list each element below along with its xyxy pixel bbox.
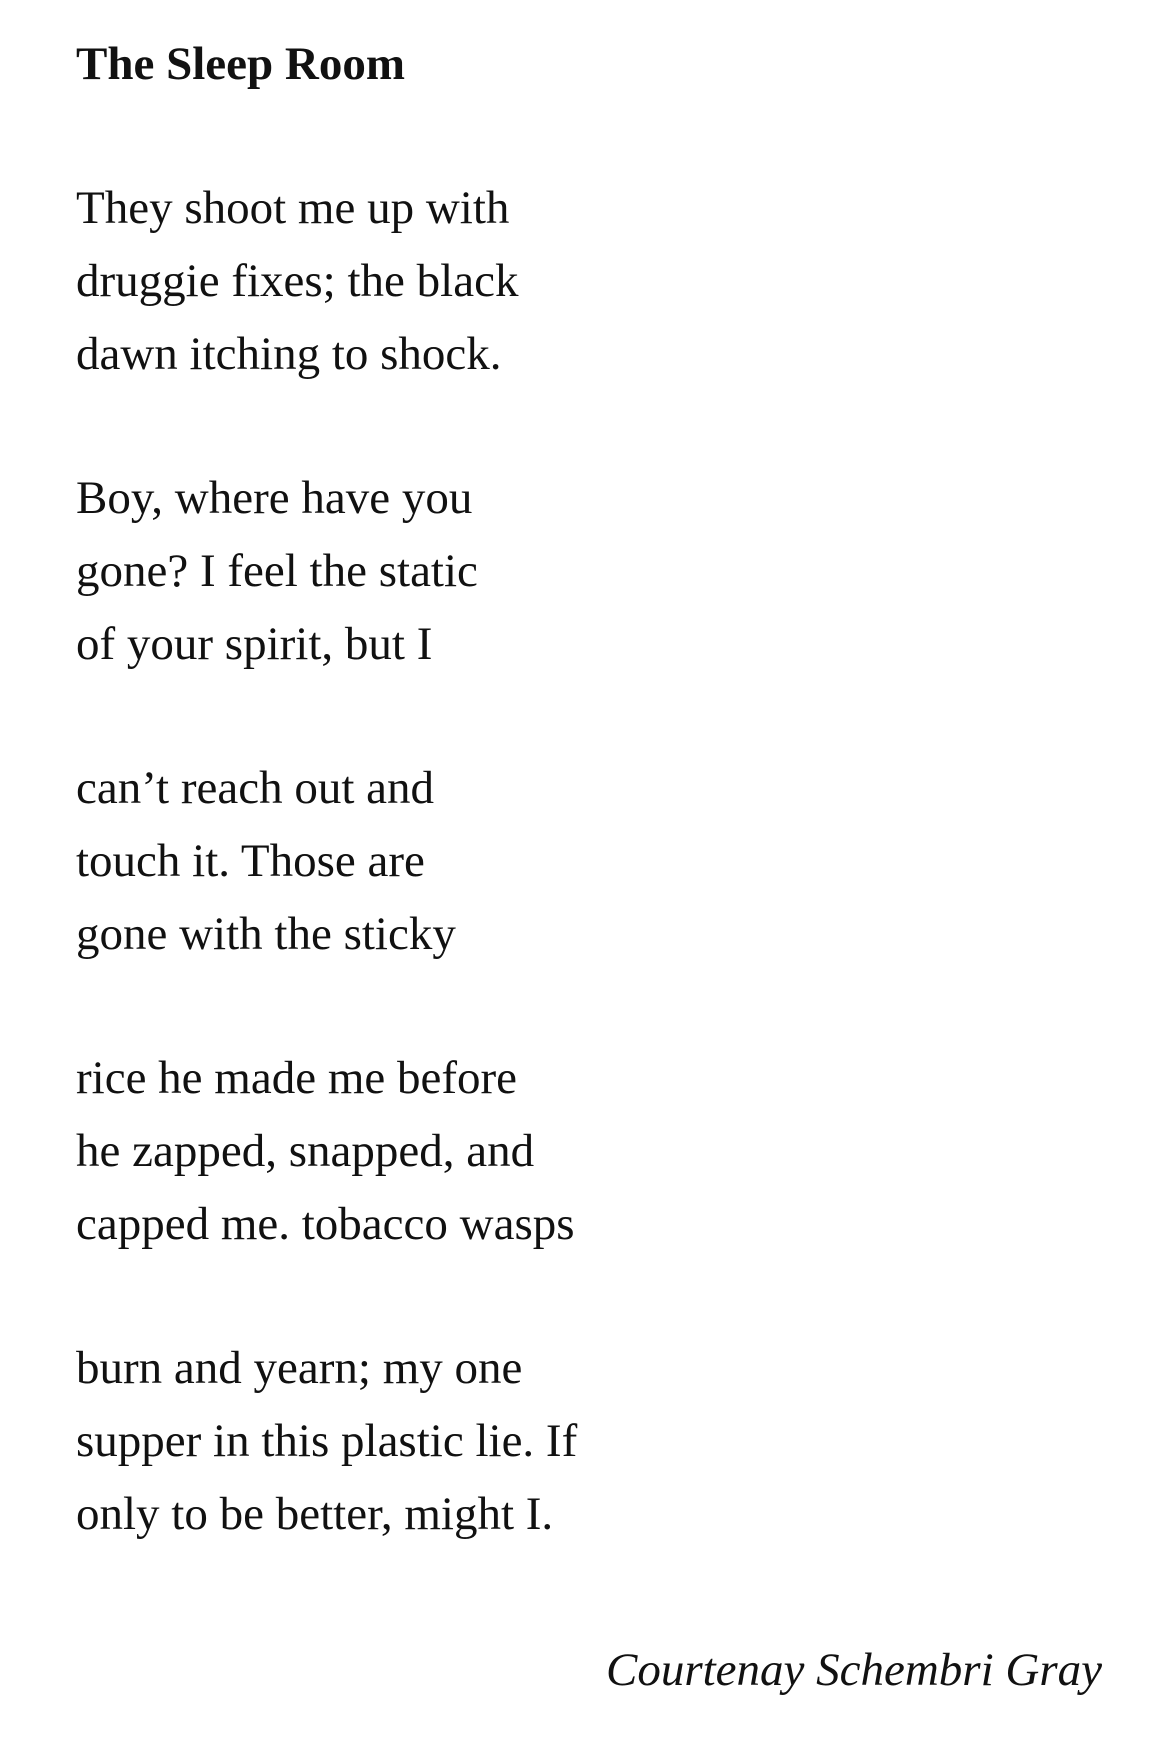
poem-line: of your spirit, but I	[76, 618, 433, 670]
poem-body	[76, 172, 976, 1622]
poem-line: can’t reach out and	[76, 762, 434, 814]
stanza-2	[76, 462, 976, 681]
poem-line: gone with the sticky	[76, 908, 456, 960]
poem-title: The Sleep Room	[76, 38, 405, 90]
poem-line: Boy, where have you	[76, 472, 473, 524]
poem-line: gone? I feel the static	[76, 545, 478, 597]
stanza-1	[76, 172, 976, 391]
stanza-3	[76, 752, 976, 971]
poem-line: capped me. tobacco wasps	[76, 1198, 575, 1250]
poem-line: only to be better, might I.	[76, 1488, 554, 1540]
poem-line: burn and yearn; my one	[76, 1342, 523, 1394]
author-signature: Courtenay Schembri Gray	[605, 1644, 1102, 1696]
poem-line: supper in this plastic lie. If	[76, 1415, 578, 1467]
poem-line: druggie fixes; the black	[76, 255, 519, 307]
poem-line: rice he made me before	[76, 1052, 518, 1104]
poem-line: touch it. Those are	[76, 835, 425, 887]
stanza-5	[76, 1332, 976, 1551]
poem-line: he zapped, snapped, and	[76, 1125, 535, 1177]
poem-line: They shoot me up with	[76, 182, 510, 234]
stanza-4	[76, 1042, 976, 1261]
poem-line: dawn itching to shock.	[76, 328, 502, 380]
